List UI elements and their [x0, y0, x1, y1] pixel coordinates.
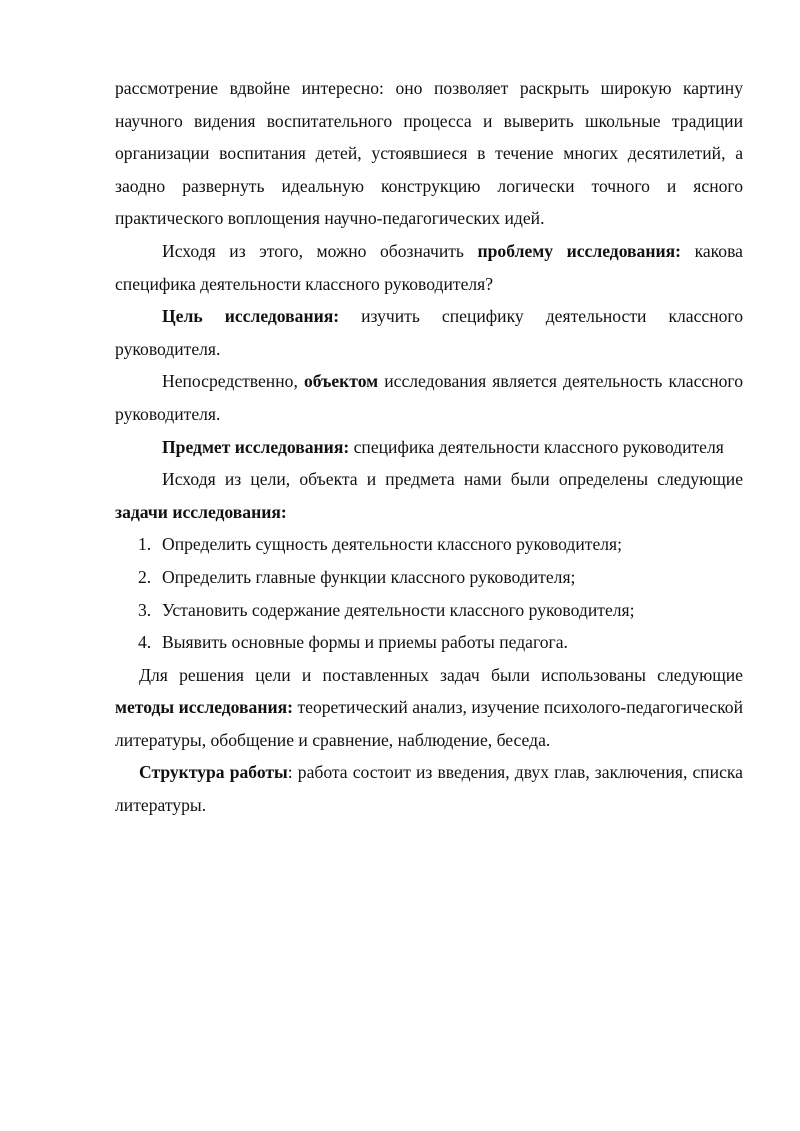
subject-text: специфика деятельности классного руководителя [349, 436, 724, 457]
list-item [115, 626, 743, 659]
tasks-intro-text: Исходя из цели, объекта и предмета нами были определены следующие [162, 469, 743, 490]
list-item [115, 594, 743, 627]
structure-text: : работа состоит из введения, двух глав, заключения, списка литературы. [115, 762, 743, 816]
list-item-number: 2. [138, 566, 152, 587]
list-item [115, 561, 743, 594]
problem-paragraph [115, 235, 743, 300]
list-item-text: Определить главные функции классного руководителя; [162, 566, 576, 587]
object-text-after: исследования является деятельность классного руководителя. [115, 371, 743, 424]
list-item-number: 3. [138, 599, 152, 620]
list-item-text: Выявить основные формы и приемы работы педагога. [162, 632, 568, 653]
list-item [115, 528, 743, 561]
methods-paragraph [115, 659, 743, 757]
methods-label: методы исследования: [115, 697, 293, 718]
structure-label: Структура работы [139, 762, 288, 783]
goal-paragraph [115, 300, 743, 365]
problem-text-before: Исходя из этого, можно обозначить [162, 240, 478, 261]
document-page [115, 72, 743, 822]
object-text-before: Непосредственно, [162, 371, 304, 392]
object-label: объектом [303, 371, 379, 392]
object-paragraph [115, 365, 743, 430]
problem-label: проблему исследования: [477, 240, 682, 261]
list-item-text: Установить содержание деятельности классного руководителя; [162, 599, 635, 620]
list-item-number: 4. [138, 632, 152, 653]
list-item-number: 1. [138, 534, 152, 555]
subject-paragraph [115, 431, 743, 464]
tasks-list [115, 528, 743, 658]
goal-text: изучить специфику деятельности классного руководителя. [115, 306, 743, 359]
goal-label: Цель исследования: [162, 306, 340, 327]
intro-text: рассмотрение вдвойне интересно: оно позволяет раскрыть широкую картину научного видения воспитательного процесса и выверить школьные традиции организации воспитания детей, устоявшиеся в течение многих десятилетий, а заодно развернуть идеальную конструкцию логически точного и ясного практического воплощения научно-педагогических идей. [115, 78, 743, 229]
tasks-intro-paragraph [115, 463, 743, 528]
tasks-label: задачи исследования: [115, 501, 287, 522]
methods-text-after: теоретический анализ, изучение психолого-педагогической литературы, обобщение и сравнение, наблюдение, беседа. [115, 697, 743, 750]
subject-label: Предмет исследования: [162, 436, 350, 457]
list-item-text: Определить сущность деятельности классного руководителя; [162, 534, 623, 555]
problem-text-after: какова специфика деятельности классного руководителя? [115, 240, 743, 294]
intro-paragraph [115, 72, 743, 235]
methods-text-before: Для решения цели и поставленных задач были использованы следующие [139, 664, 743, 685]
structure-paragraph [115, 756, 743, 821]
